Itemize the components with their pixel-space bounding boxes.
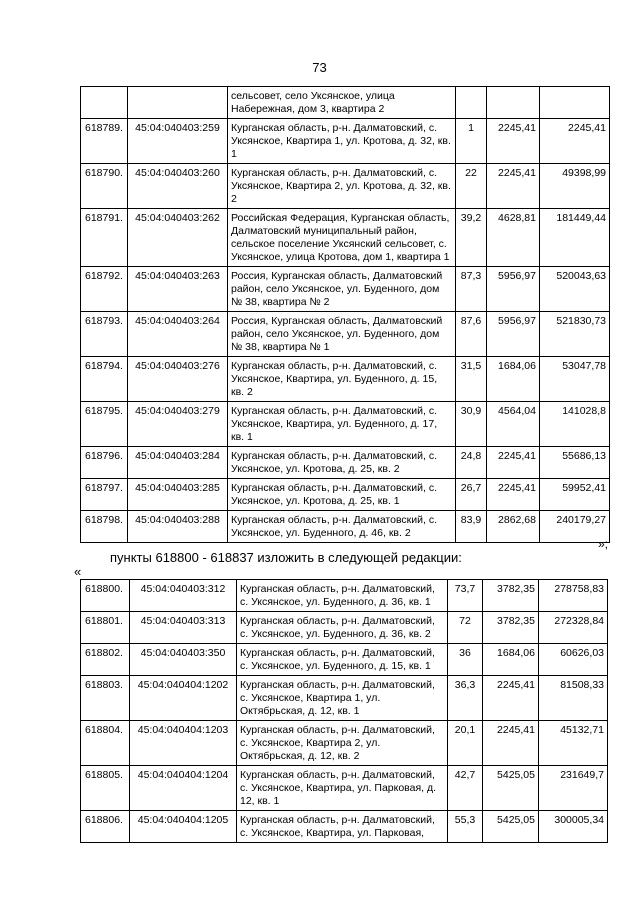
- cell-number: 618806.: [81, 811, 130, 843]
- cell-total: 300005,34: [539, 811, 608, 843]
- cell-price: 5956,97: [487, 312, 540, 357]
- cell-price: 2862,68: [487, 511, 540, 543]
- table-row: [81, 479, 610, 511]
- cell-total: 60626,03: [539, 644, 608, 676]
- cell-address: Курганская область, р-н. Далматовский, с. Уксянское, Квартира, ул. Буденного, д. 15, кв. 2: [228, 357, 456, 402]
- table-row: [81, 511, 610, 543]
- cell-number: 618805.: [81, 766, 130, 811]
- cell-number: 618795.: [81, 402, 128, 447]
- table-row: [81, 676, 608, 721]
- cell-area: [456, 87, 487, 119]
- cell-number: 618797.: [81, 479, 128, 511]
- cell-price: 5956,97: [487, 267, 540, 312]
- table-bottom-body: [81, 580, 608, 843]
- cell-cadastral: 45:04:040403:284: [128, 447, 228, 479]
- cell-price: 2245,41: [487, 119, 540, 164]
- cell-total: 520043,63: [540, 267, 610, 312]
- cell-address: Курганская область, р-н. Далматовский, с. Уксянское, ул. Буденного, д. 36, кв. 1: [237, 580, 448, 612]
- table-row: [81, 721, 608, 766]
- table-row: [81, 811, 608, 843]
- cell-number: [81, 87, 128, 119]
- cell-area: 36: [448, 644, 483, 676]
- cell-price: 1684,06: [483, 644, 539, 676]
- cell-number: 618800.: [81, 580, 130, 612]
- cell-address: Курганская область, р-н. Далматовский, с. Уксянское, Квартира 1, ул. Октябрьская, д. 12, кв. 1: [237, 676, 448, 721]
- table-top-body: [81, 87, 610, 543]
- cell-cadastral: 45:04:040403:350: [130, 644, 237, 676]
- cell-total: 59952,41: [540, 479, 610, 511]
- cell-total: 181449,44: [540, 209, 610, 267]
- cell-address: Российская Федерация, Курганская область, Далматовский муниципальный район, сельское поселение Уксянский сельсовет, с. Уксянское, улица Кротова, дом 1, квартира 1: [228, 209, 456, 267]
- table-row: [81, 357, 610, 402]
- cell-price: 5425,05: [483, 811, 539, 843]
- cell-price: 2245,41: [487, 164, 540, 209]
- cell-total: 278758,83: [539, 580, 608, 612]
- cell-cadastral: 45:04:040403:260: [128, 164, 228, 209]
- cell-area: 39,2: [456, 209, 487, 267]
- cell-price: 2245,41: [483, 721, 539, 766]
- table-row: [81, 164, 610, 209]
- cell-area: 55,3: [448, 811, 483, 843]
- page-number: 73: [312, 60, 327, 75]
- cell-price: 5425,05: [483, 766, 539, 811]
- cell-cadastral: 45:04:040403:312: [130, 580, 237, 612]
- cell-total: 2245,41: [540, 119, 610, 164]
- cell-number: 618790.: [81, 164, 128, 209]
- table-row: [81, 267, 610, 312]
- cell-total: 240179,27: [540, 511, 610, 543]
- table-row: [81, 766, 608, 811]
- property-table-top: [80, 86, 610, 543]
- cell-area: 42,7: [448, 766, 483, 811]
- property-table-bottom: [80, 579, 608, 843]
- cell-address: Курганская область, р-н. Далматовский, с. Уксянское, Квартира, ул. Парковая,: [237, 811, 448, 843]
- cell-cadastral: 45:04:040403:279: [128, 402, 228, 447]
- cell-cadastral: 45:04:040404:1203: [130, 721, 237, 766]
- cell-price: 4628,81: [487, 209, 540, 267]
- table-row: [81, 612, 608, 644]
- table-row: [81, 402, 610, 447]
- cell-cadastral: 45:04:040403:264: [128, 312, 228, 357]
- cell-area: 87,3: [456, 267, 487, 312]
- cell-address: Россия, Курганская область, Далматовский район, село Уксянское, ул. Буденного, дом № 38, квартира № 2: [228, 267, 456, 312]
- cell-address: Курганская область, р-н. Далматовский, с. Уксянское, ул. Кротова, д. 25, кв. 1: [228, 479, 456, 511]
- cell-price: 3782,35: [483, 612, 539, 644]
- cell-area: 24,8: [456, 447, 487, 479]
- cell-address: Курганская область, р-н. Далматовский, с. Уксянское, ул. Буденного, д. 46, кв. 2: [228, 511, 456, 543]
- cell-area: 22: [456, 164, 487, 209]
- cell-total: 55686,13: [540, 447, 610, 479]
- cell-cadastral: 45:04:040404:1205: [130, 811, 237, 843]
- cell-address: сельсовет, село Уксянское, улица Набережная, дом 3, квартира 2: [228, 87, 456, 119]
- cell-total: 53047,78: [540, 357, 610, 402]
- cell-price: 2245,41: [487, 447, 540, 479]
- cell-cadastral: 45:04:040403:276: [128, 357, 228, 402]
- cell-total: 141028,8: [540, 402, 610, 447]
- cell-price: 2245,41: [487, 479, 540, 511]
- closing-mark: »;: [598, 537, 609, 551]
- cell-cadastral: 45:04:040404:1204: [130, 766, 237, 811]
- cell-area: 31,5: [456, 357, 487, 402]
- cell-price: [487, 87, 540, 119]
- cell-cadastral: 45:04:040403:285: [128, 479, 228, 511]
- cell-total: 45132,71: [539, 721, 608, 766]
- table-row: [81, 447, 610, 479]
- cell-number: 618793.: [81, 312, 128, 357]
- cell-address: Курганская область, р-н. Далматовский, с. Уксянское, ул. Буденного, д. 36, кв. 2: [237, 612, 448, 644]
- cell-address: Курганская область, р-н. Далматовский, с. Уксянское, Квартира, ул. Буденного, д. 17, кв. 1: [228, 402, 456, 447]
- opening-quote: «: [74, 564, 82, 579]
- cell-number: 618803.: [81, 676, 130, 721]
- cell-address: Курганская область, р-н. Далматовский, с. Уксянское, Квартира 1, ул. Кротова, д. 32, кв. 1: [228, 119, 456, 164]
- cell-cadastral: 45:04:040403:259: [128, 119, 228, 164]
- cell-price: 2245,41: [483, 676, 539, 721]
- cell-area: 30,9: [456, 402, 487, 447]
- cell-number: 618801.: [81, 612, 130, 644]
- cell-cadastral: 45:04:040403:262: [128, 209, 228, 267]
- cell-area: 36,3: [448, 676, 483, 721]
- cell-number: 618792.: [81, 267, 128, 312]
- table-row: [81, 580, 608, 612]
- cell-area: 73,7: [448, 580, 483, 612]
- cell-number: 618802.: [81, 644, 130, 676]
- table-row: [81, 644, 608, 676]
- cell-area: 87,6: [456, 312, 487, 357]
- cell-number: 618804.: [81, 721, 130, 766]
- table-row: [81, 312, 610, 357]
- cell-area: 26,7: [456, 479, 487, 511]
- cell-address: Курганская область, р-н. Далматовский, с. Уксянское, Квартира 2, ул. Кротова, д. 32, кв. 2: [228, 164, 456, 209]
- cell-cadastral: 45:04:040403:313: [130, 612, 237, 644]
- cell-total: 49398,99: [540, 164, 610, 209]
- cell-price: 4564,04: [487, 402, 540, 447]
- cell-address: Россия, Курганская область, Далматовский район, село Уксянское, ул. Буденного, дом № 38, квартира № 1: [228, 312, 456, 357]
- cell-address: Курганская область, р-н. Далматовский, с. Уксянское, Квартира 2, ул. Октябрьская, д. 12, кв. 2: [237, 721, 448, 766]
- cell-address: Курганская область, р-н. Далматовский, с. Уксянское, ул. Буденного, д. 15, кв. 1: [237, 644, 448, 676]
- table-row: [81, 119, 610, 164]
- cell-total: [540, 87, 610, 119]
- table-row: [81, 209, 610, 267]
- cell-number: 618794.: [81, 357, 128, 402]
- cell-price: 1684,06: [487, 357, 540, 402]
- cell-cadastral: 45:04:040404:1202: [130, 676, 237, 721]
- cell-area: 20,1: [448, 721, 483, 766]
- cell-area: 1: [456, 119, 487, 164]
- cell-price: 3782,35: [483, 580, 539, 612]
- cell-area: 72: [448, 612, 483, 644]
- cell-total: 272328,84: [539, 612, 608, 644]
- amendment-instruction: пункты 618800 - 618837 изложить в следующей редакции:: [110, 550, 462, 565]
- cell-number: 618791.: [81, 209, 128, 267]
- cell-cadastral: 45:04:040403:263: [128, 267, 228, 312]
- cell-total: 81508,33: [539, 676, 608, 721]
- cell-address: Курганская область, р-н. Далматовский, с. Уксянское, ул. Кротова, д. 25, кв. 2: [228, 447, 456, 479]
- cell-address: Курганская область, р-н. Далматовский, с. Уксянское, Квартира, ул. Парковая, д. 12, кв. 1: [237, 766, 448, 811]
- cell-number: 618789.: [81, 119, 128, 164]
- cell-number: 618798.: [81, 511, 128, 543]
- cell-cadastral: [128, 87, 228, 119]
- cell-number: 618796.: [81, 447, 128, 479]
- cell-cadastral: 45:04:040403:288: [128, 511, 228, 543]
- cell-total: 521830,73: [540, 312, 610, 357]
- table-row: [81, 87, 610, 119]
- cell-total: 231649,7: [539, 766, 608, 811]
- cell-area: 83,9: [456, 511, 487, 543]
